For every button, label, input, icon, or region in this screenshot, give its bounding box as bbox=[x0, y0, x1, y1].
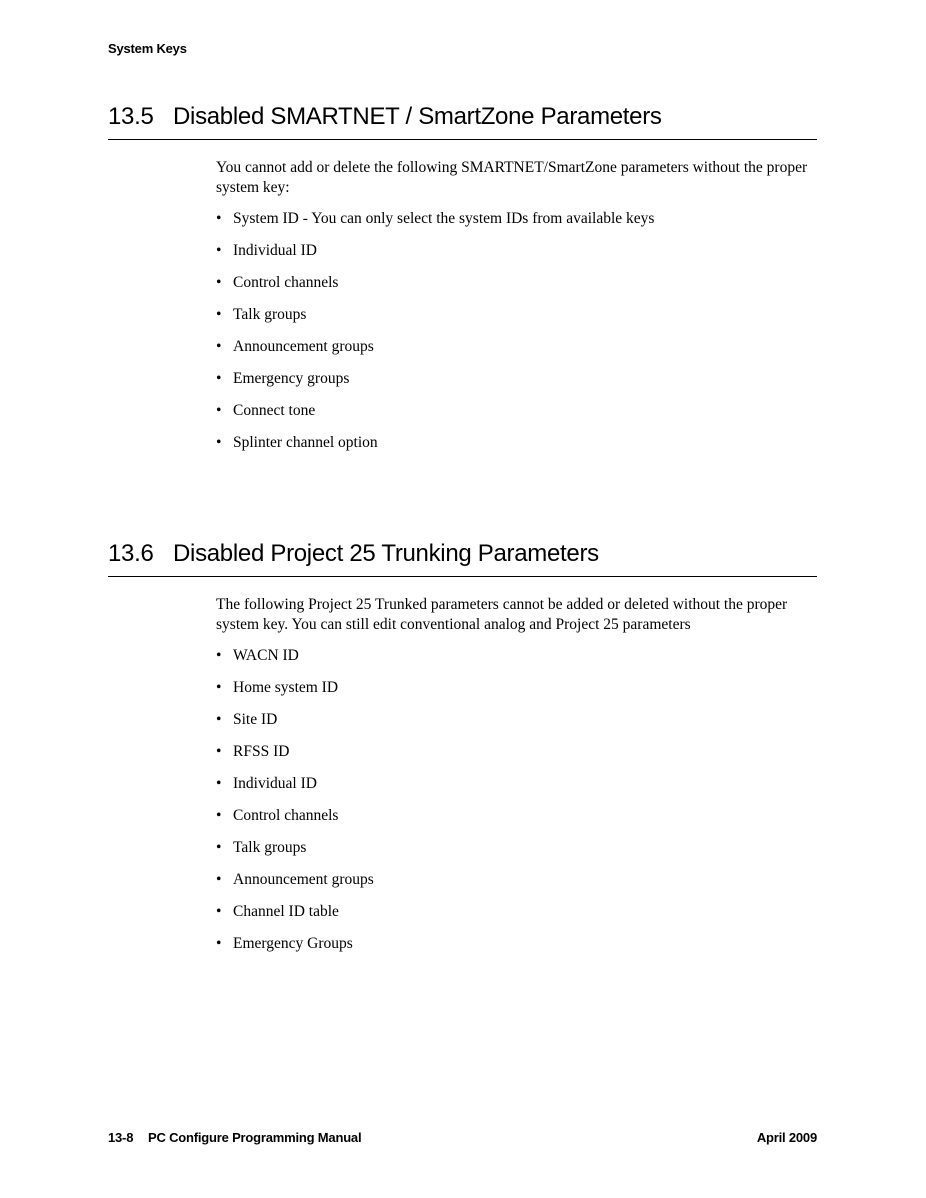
list-item: • Splinter channel option bbox=[216, 433, 817, 465]
publication-date: April 2009 bbox=[756, 1130, 817, 1145]
list-item: • Emergency groups bbox=[216, 369, 817, 401]
section-body bbox=[216, 158, 817, 465]
parameter-list bbox=[216, 646, 817, 966]
list-item: • Talk groups bbox=[216, 838, 817, 870]
section-title: Disabled Project 25 Trunking Parameters bbox=[173, 540, 599, 567]
page-number: 13-8 bbox=[108, 1130, 134, 1145]
list-item: • Site ID bbox=[216, 710, 817, 742]
section-intro: You cannot add or delete the following SMARTNET/SmartZone parameters without the proper system key: bbox=[216, 159, 808, 196]
list-item: • Connect tone bbox=[216, 401, 817, 433]
list-item: • Talk groups bbox=[216, 305, 817, 337]
list-item: • Home system ID bbox=[216, 678, 817, 710]
list-item: • System ID - You can only select the system IDs from available keys bbox=[216, 209, 817, 241]
list-item: • Announcement groups bbox=[216, 337, 817, 369]
section-13-6 bbox=[108, 539, 817, 966]
section-intro: The following Project 25 Trunked parameters cannot be added or deleted without the proper system key. You can still edit conventional analog and Project 25 parameters bbox=[216, 596, 788, 633]
page-footer bbox=[108, 1130, 817, 1145]
parameter-list bbox=[216, 209, 817, 465]
section-number: 13.5 bbox=[108, 103, 154, 130]
section-body bbox=[216, 595, 817, 966]
list-item: • Control channels bbox=[216, 273, 817, 305]
list-item: • Individual ID bbox=[216, 241, 817, 273]
list-item: • Announcement groups bbox=[216, 870, 817, 902]
section-heading bbox=[108, 539, 817, 577]
list-item: • WACN ID bbox=[216, 646, 817, 678]
section-number: 13.6 bbox=[108, 540, 154, 567]
section-title: Disabled SMARTNET / SmartZone Parameters bbox=[173, 103, 662, 130]
section-heading bbox=[108, 102, 817, 140]
list-item: • Individual ID bbox=[216, 774, 817, 806]
running-header: System Keys bbox=[108, 41, 187, 56]
list-item: • Emergency Groups bbox=[216, 934, 817, 966]
list-item: • Control channels bbox=[216, 806, 817, 838]
section-13-5 bbox=[108, 102, 817, 465]
list-item: • RFSS ID bbox=[216, 742, 817, 774]
manual-title: PC Configure Programming Manual bbox=[148, 1130, 362, 1145]
list-item: • Channel ID table bbox=[216, 902, 817, 934]
